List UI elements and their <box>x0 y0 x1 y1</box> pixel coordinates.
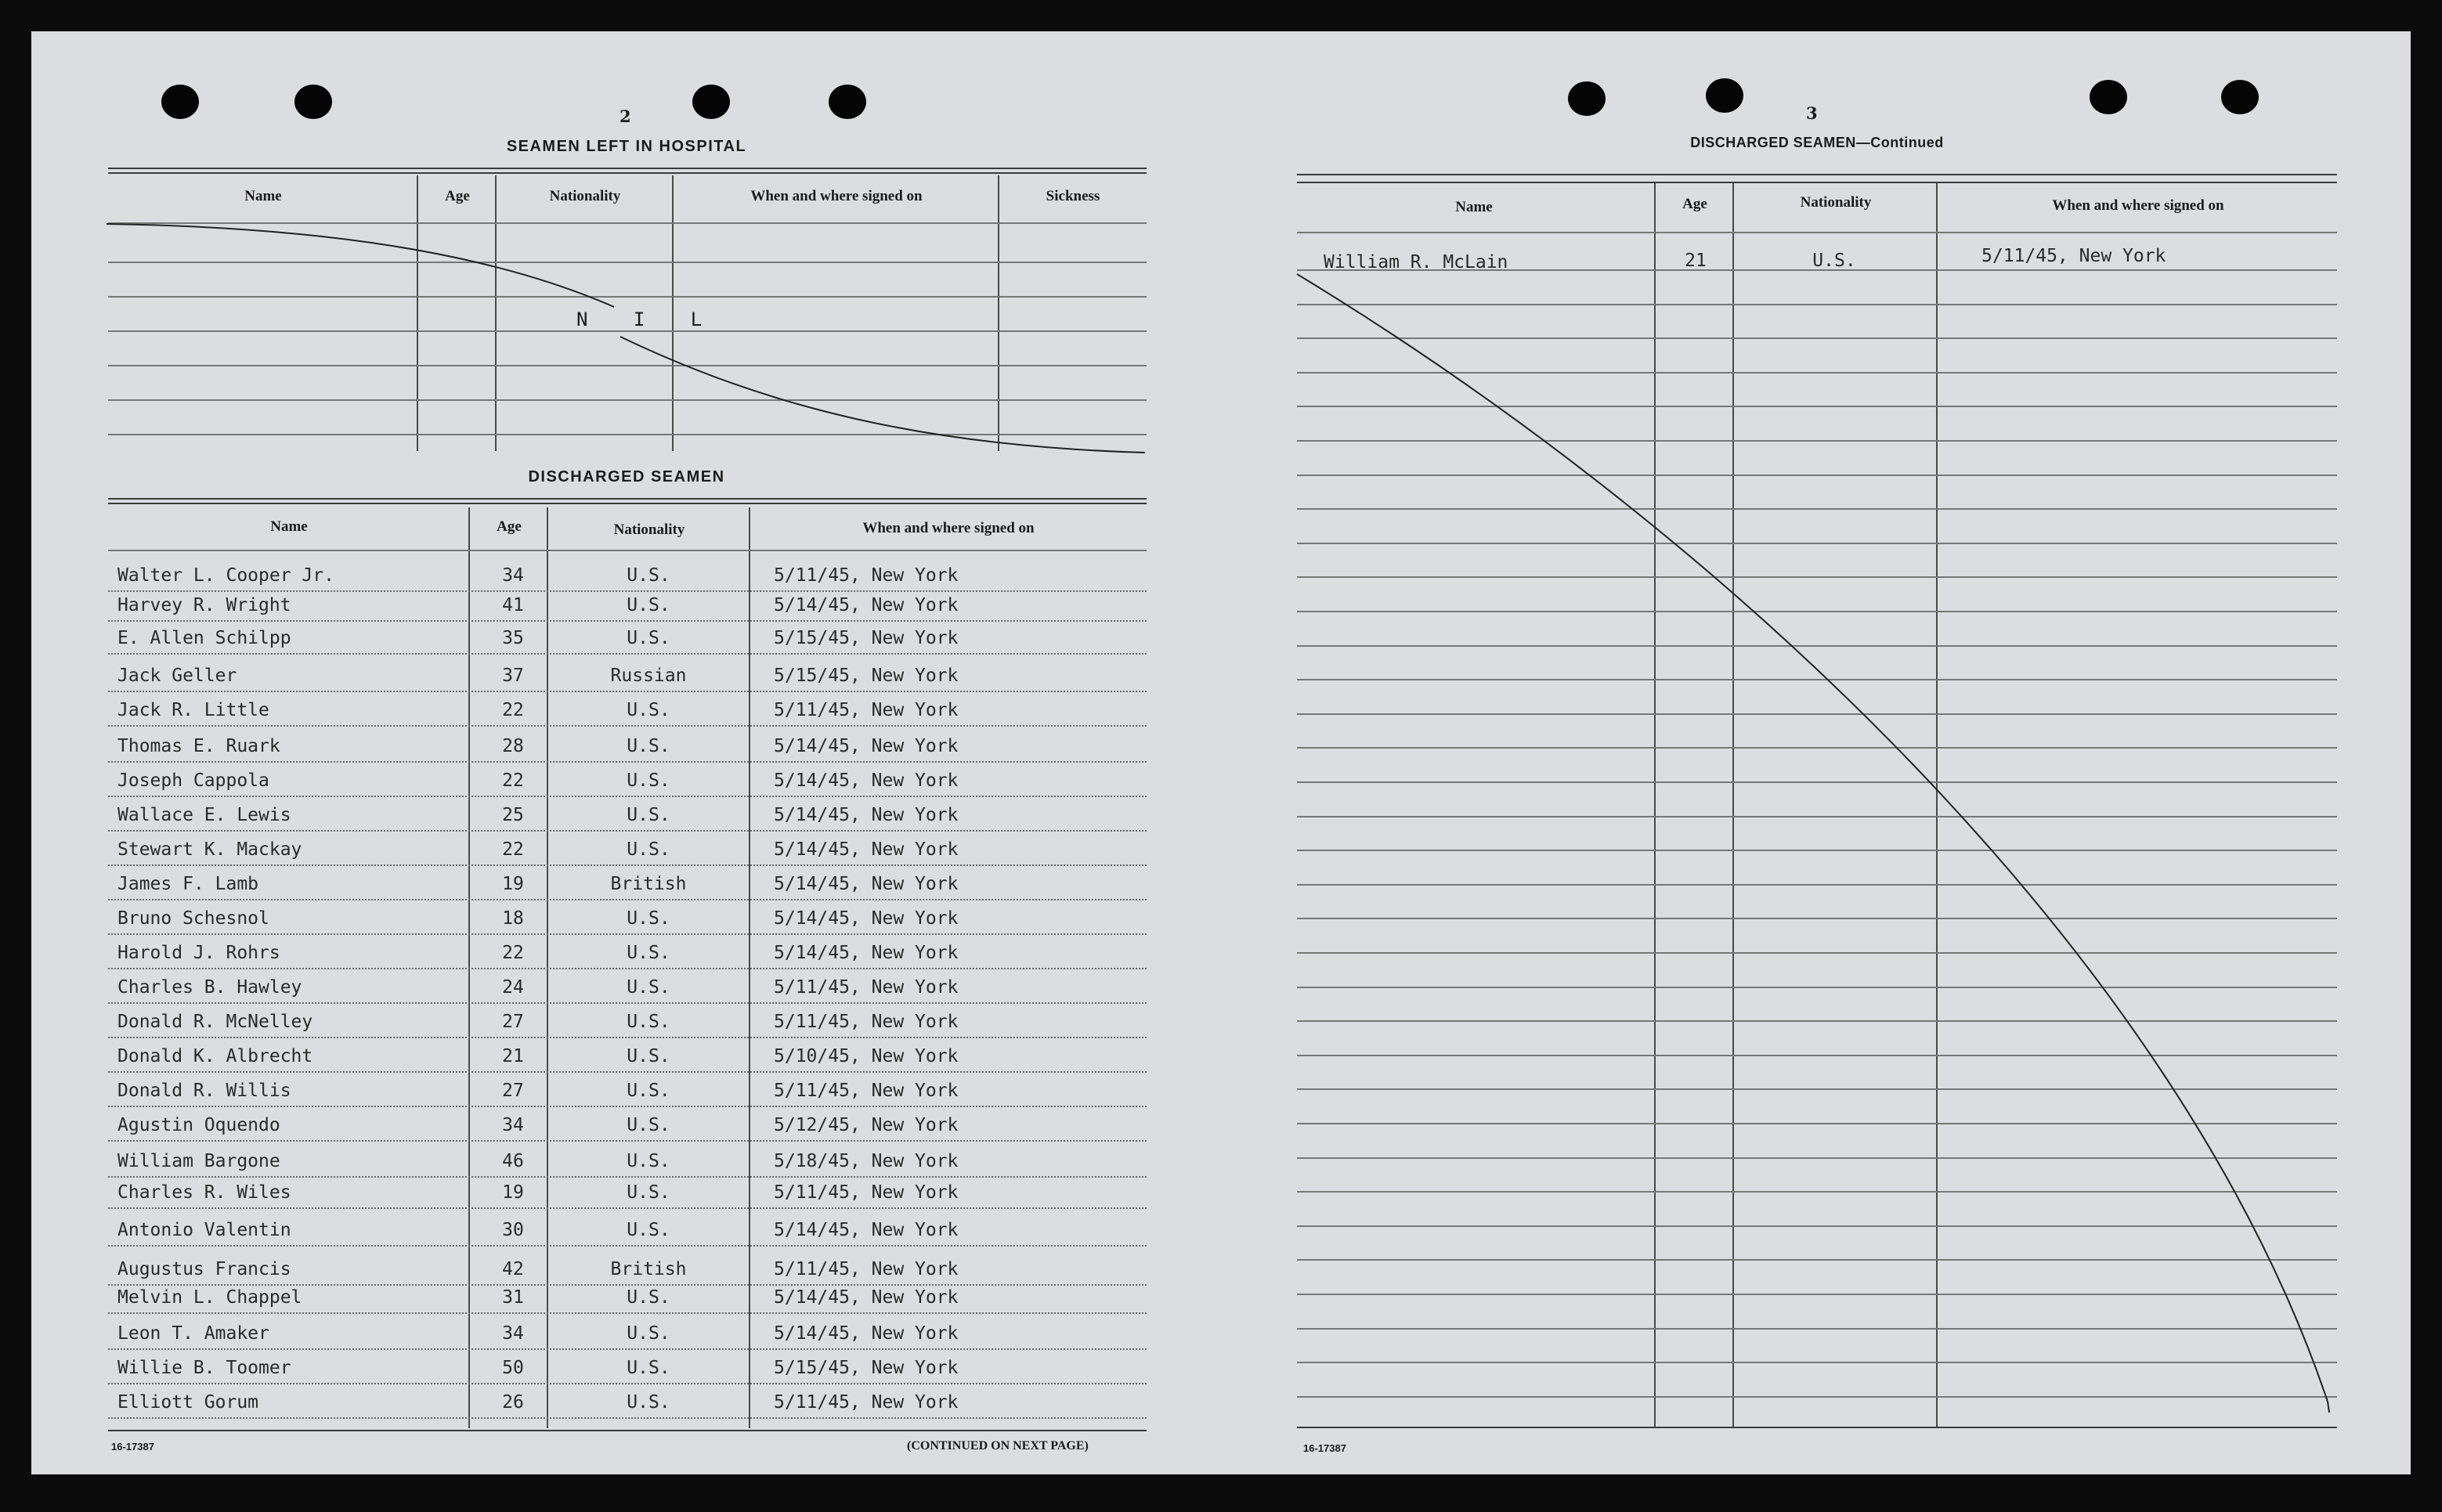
seaman-signed-on: 5/15/45, New York <box>774 666 959 686</box>
seaman-age: 22 <box>502 700 524 720</box>
seaman-signed-on: 5/11/45, New York <box>774 700 959 720</box>
seaman-age: 37 <box>502 666 524 686</box>
seaman-name: Wallace E. Lewis <box>117 805 291 825</box>
hospital-section-title: SEAMEN LEFT IN HOSPITAL <box>506 138 747 155</box>
seaman-age: 22 <box>502 943 524 963</box>
right-form-number: 16-17387 <box>1303 1442 1346 1454</box>
seaman-name: Harold J. Rohrs <box>117 943 280 963</box>
seaman-signed-on: 5/10/45, New York <box>774 1046 959 1066</box>
seaman-name: Charles B. Hawley <box>117 977 302 998</box>
seaman-age: 27 <box>502 1012 524 1032</box>
seaman-nationality: U.S. <box>627 1012 670 1032</box>
seaman-age: 50 <box>502 1358 524 1378</box>
seaman-name: Leon T. Amaker <box>117 1323 269 1344</box>
seaman-age: 28 <box>502 736 524 756</box>
seaman-signed-on: 5/11/45, New York <box>774 1392 959 1413</box>
seaman-name: Joseph Cappola <box>117 770 269 791</box>
seaman-nationality: U.S. <box>627 1358 670 1378</box>
seaman-signed-on: 5/18/45, New York <box>774 1151 959 1171</box>
seaman-signed-on: 5/15/45, New York <box>774 628 959 648</box>
seaman-nationality: U.S. <box>627 839 670 860</box>
seaman-nationality: U.S. <box>627 1323 670 1344</box>
discharged-col-name: Name <box>270 518 308 535</box>
seaman-age: 41 <box>502 595 524 615</box>
seaman-name: Bruno Schesnol <box>117 908 269 929</box>
seaman-signed-on: 5/11/45, New York <box>774 1081 959 1101</box>
seaman-nationality: U.S. <box>627 770 670 791</box>
seaman-signed-on: 5/11/45, New York <box>774 977 959 998</box>
left-form-number: 16-17387 <box>111 1441 154 1452</box>
seaman-signed-on: 5/14/45, New York <box>774 908 959 929</box>
seaman-nationality: British <box>610 874 687 894</box>
discharged-col-nationality: Nationality <box>613 521 685 538</box>
seaman-name: Donald R. McNelley <box>117 1012 313 1032</box>
hospital-cancel-stroke-upper <box>107 224 614 307</box>
seaman-signed-on: 5/14/45, New York <box>774 805 959 825</box>
seaman-nationality: U.S. <box>627 1081 670 1101</box>
seaman-nationality: U.S. <box>627 908 670 929</box>
seaman-name: Donald R. Willis <box>117 1081 291 1101</box>
seaman-name: Thomas E. Ruark <box>117 736 280 756</box>
seaman-age: 22 <box>502 839 524 860</box>
seaman-age: 30 <box>502 1220 524 1240</box>
seaman-age: 27 <box>502 1081 524 1101</box>
right-page-cancel-stroke <box>1297 274 2329 1413</box>
seaman-name: Walter L. Cooper Jr. <box>117 565 334 586</box>
discharged-section-title: DISCHARGED SEAMEN <box>528 468 725 485</box>
seaman-age: 34 <box>502 1323 524 1344</box>
seaman-name: Donald K. Albrecht <box>117 1046 313 1066</box>
seaman-age: 18 <box>502 908 524 929</box>
seaman-age: 31 <box>502 1287 524 1308</box>
seaman-name: Elliott Gorum <box>117 1392 259 1413</box>
seaman-signed-on: 5/14/45, New York <box>774 839 959 860</box>
seaman-signed-on: 5/14/45, New York <box>774 1323 959 1344</box>
seaman-age: 34 <box>502 1115 524 1135</box>
seaman-signed-on: 5/11/45, New York <box>774 565 959 586</box>
seaman-name: James F. Lamb <box>117 874 259 894</box>
seaman-nationality: U.S. <box>627 700 670 720</box>
seaman-signed-on: 5/14/45, New York <box>774 595 959 615</box>
seaman-signed-on: 5/11/45, New York <box>774 1182 959 1203</box>
seaman-nationality: U.S. <box>627 628 670 648</box>
seaman-nationality: U.S. <box>627 1287 670 1308</box>
seaman-nationality: U.S. <box>627 1182 670 1203</box>
seaman-nationality: U.S. <box>627 805 670 825</box>
seaman-name: Augustus Francis <box>117 1259 291 1279</box>
seaman-name: Stewart K. Mackay <box>117 839 302 860</box>
right-col-nationality: Nationality <box>1800 194 1872 211</box>
seaman-nationality: U.S. <box>627 1046 670 1066</box>
seaman-signed-on: 5/15/45, New York <box>774 1358 959 1378</box>
hospital-col-signed-on: When and where signed on <box>750 188 923 204</box>
seaman-age: 21 <box>502 1046 524 1066</box>
seaman-name: Charles R. Wiles <box>117 1182 291 1203</box>
right-page-number: 3 <box>1806 103 1818 123</box>
seaman-signed-on: 5/11/45, New York <box>774 1259 959 1279</box>
seaman-signed-on: 5/14/45, New York <box>774 1287 959 1308</box>
seaman-age: 35 <box>502 628 524 648</box>
seaman-signed-on: 5/11/45, New York <box>774 1012 959 1032</box>
seaman-name: William Bargone <box>117 1151 280 1171</box>
seaman-name: Antonio Valentin <box>117 1220 291 1240</box>
right-row-age: 21 <box>1685 251 1707 271</box>
hospital-col-nationality: Nationality <box>549 188 621 204</box>
right-col-name: Name <box>1455 199 1493 215</box>
seaman-signed-on: 5/14/45, New York <box>774 1220 959 1240</box>
right-row-signed-on: 5/11/45, New York <box>1981 246 2166 266</box>
seaman-signed-on: 5/14/45, New York <box>774 736 959 756</box>
discharged-col-age: Age <box>497 518 522 535</box>
seaman-age: 26 <box>502 1392 524 1413</box>
hospital-col-age: Age <box>445 188 470 204</box>
seaman-nationality: U.S. <box>627 1115 670 1135</box>
seaman-age: 19 <box>502 874 524 894</box>
seaman-name: Agustin Oquendo <box>117 1115 280 1135</box>
seaman-name: E. Allen Schilpp <box>117 628 291 648</box>
hospital-col-name: Name <box>244 188 282 204</box>
seaman-age: 46 <box>502 1151 524 1171</box>
seaman-age: 34 <box>502 565 524 586</box>
seaman-nationality: U.S. <box>627 977 670 998</box>
seaman-name: Jack Geller <box>117 666 237 686</box>
seaman-nationality: U.S. <box>627 1392 670 1413</box>
hospital-col-sickness: Sickness <box>1046 188 1100 204</box>
seaman-age: 19 <box>502 1182 524 1203</box>
seaman-age: 24 <box>502 977 524 998</box>
seaman-name: Melvin L. Chappel <box>117 1287 302 1308</box>
right-section-title: DISCHARGED SEAMEN—Continued <box>1690 135 1944 150</box>
seaman-signed-on: 5/14/45, New York <box>774 943 959 963</box>
right-col-signed-on: When and where signed on <box>2052 197 2224 214</box>
seaman-age: 22 <box>502 770 524 791</box>
seaman-nationality: U.S. <box>627 1220 670 1240</box>
seaman-nationality: U.S. <box>627 595 670 615</box>
seaman-nationality: U.S. <box>627 736 670 756</box>
right-col-age: Age <box>1682 196 1707 212</box>
seaman-name: Willie B. Toomer <box>117 1358 291 1378</box>
right-row-name: William R. McLain <box>1324 252 1508 272</box>
seaman-nationality: Russian <box>610 666 687 686</box>
seaman-nationality: U.S. <box>627 943 670 963</box>
seaman-signed-on: 5/14/45, New York <box>774 770 959 791</box>
discharged-col-signed-on: When and where signed on <box>862 520 1035 536</box>
hospital-nil-entry: N I L <box>576 309 720 330</box>
seaman-signed-on: 5/12/45, New York <box>774 1115 959 1135</box>
seaman-age: 42 <box>502 1259 524 1279</box>
seaman-signed-on: 5/14/45, New York <box>774 874 959 894</box>
seaman-name: Harvey R. Wright <box>117 595 291 615</box>
seaman-nationality: British <box>610 1259 687 1279</box>
continued-note: (CONTINUED ON NEXT PAGE) <box>907 1439 1089 1452</box>
seaman-age: 25 <box>502 805 524 825</box>
hospital-cancel-stroke-lower <box>620 337 1145 453</box>
seaman-name: Jack R. Little <box>117 700 269 720</box>
seaman-nationality: U.S. <box>627 1151 670 1171</box>
left-page-number: 2 <box>620 106 631 126</box>
right-row-nationality: U.S. <box>1812 251 1856 271</box>
seaman-nationality: U.S. <box>627 565 670 586</box>
